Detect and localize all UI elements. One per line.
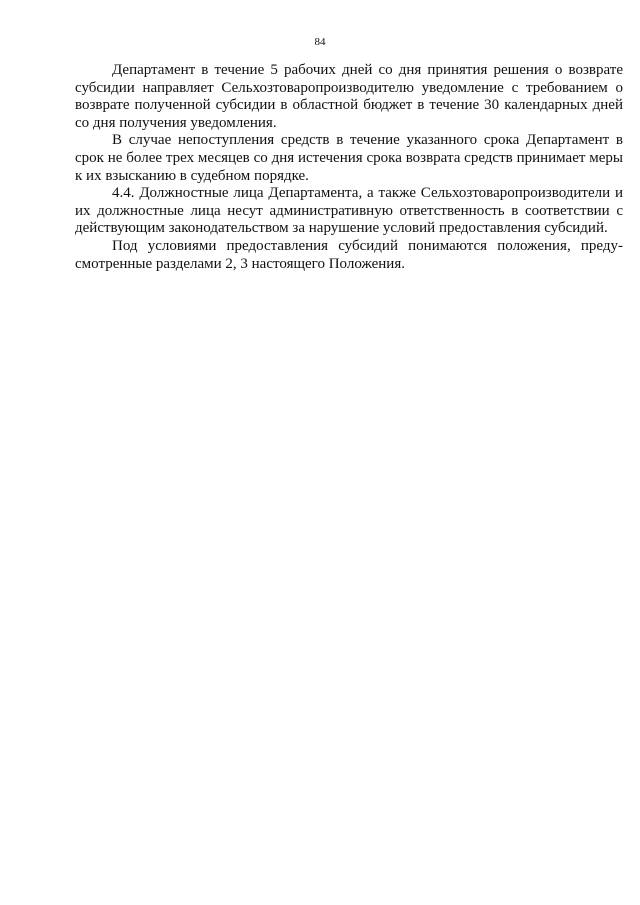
paragraph-refund-notice: Департамент в течение 5 рабочих дней со дня принятия решения о возврате субсидии направляет Сельхозтоваропроизводителю уведомление с требованием о возврате полученной субсидии в областной бюджет в течение 30 календарных дней со дня получения уведомления. xyxy=(75,62,623,131)
paragraph-4-4-responsibility: 4.4. Должностные лица Департамента, а также Сельхозтоваропроизводители и их должностные лица несут административную ответственность в соответствии с действующим законодательством за нарушение условий предоставления субсидий. xyxy=(75,185,623,237)
page-number: 84 xyxy=(314,36,326,48)
document-body xyxy=(75,62,623,273)
paragraph-court-recovery: В случае непоступления средств в течение указанного срока Департамент в срок не более трех месяцев со дня истечения срока возврата средств принимает меры к их взысканию в судебном порядке. xyxy=(75,132,623,184)
paragraph-subsidy-conditions: Под условиями предоставления субсидий понимаются положения, предусмотренные разделами 2, 3 настоящего Положения. xyxy=(75,237,623,272)
